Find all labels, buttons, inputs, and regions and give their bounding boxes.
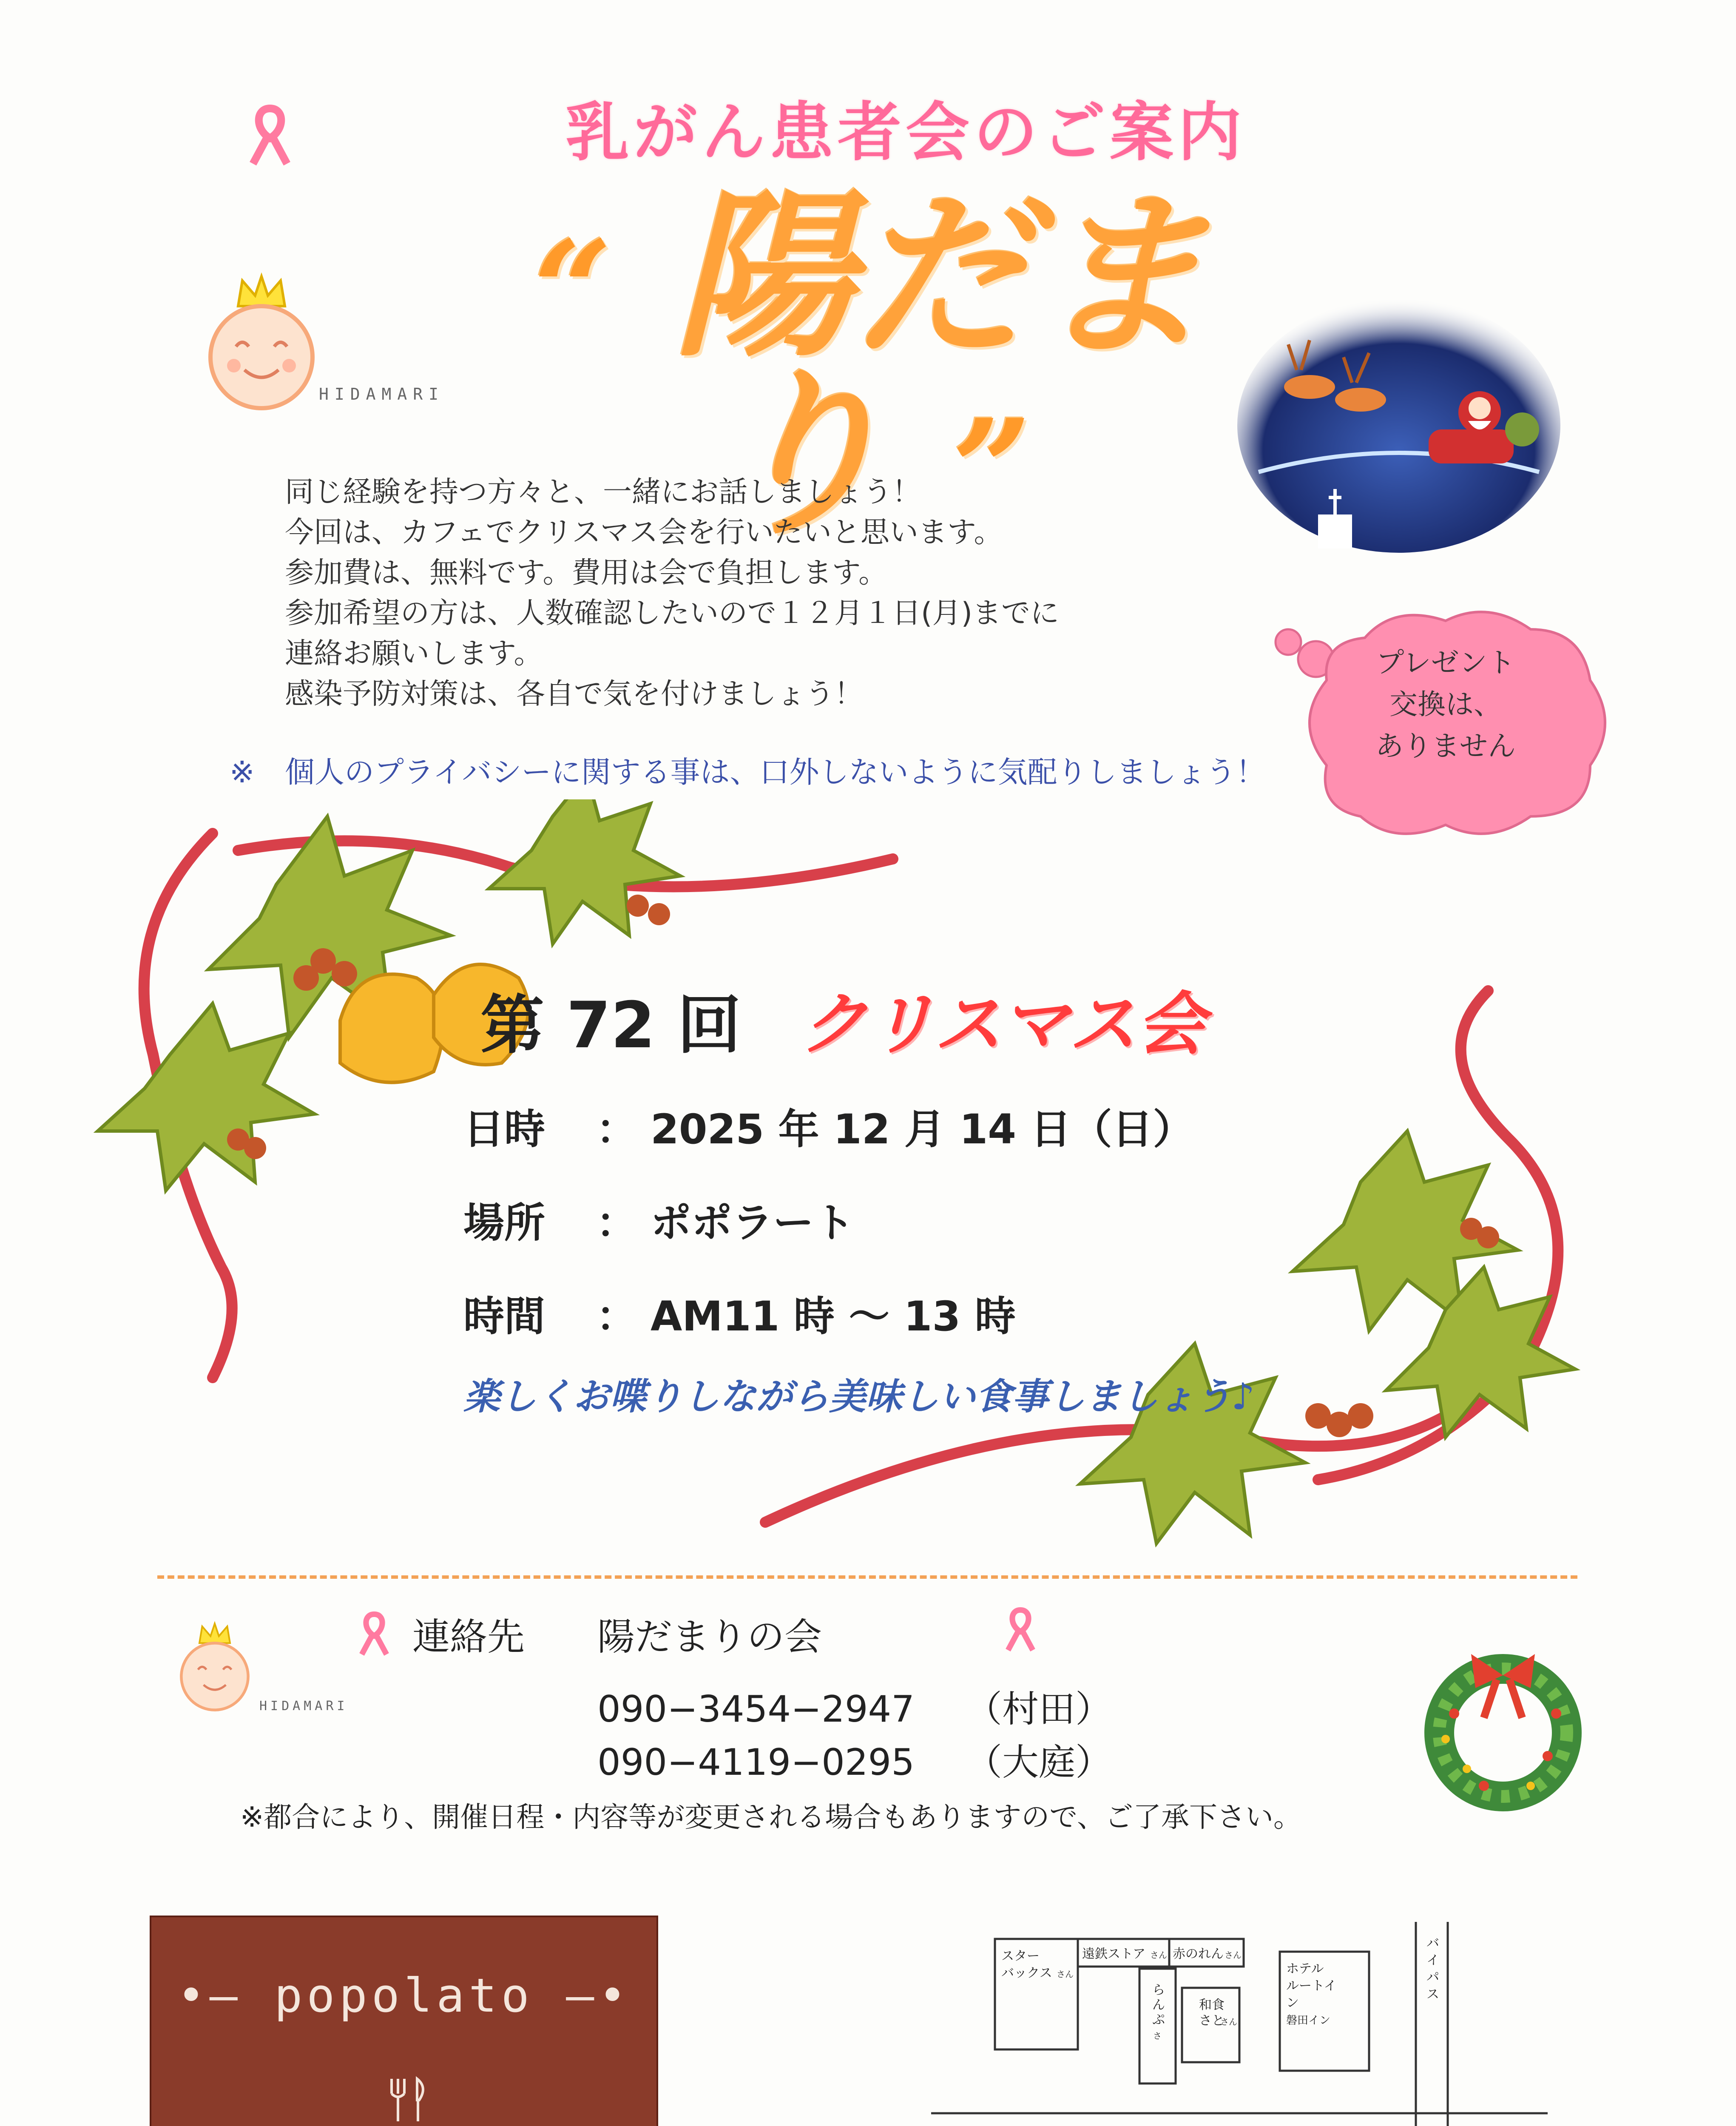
date-value: 2025 年 12 月 14 日（日）: [651, 1106, 1194, 1153]
map-label-hotel: ルートイ: [1286, 1978, 1337, 1993]
phone-contact-name: （村田）: [966, 1688, 1112, 1731]
phone-row: [597, 1733, 1112, 1785]
bubble-line: ありません: [1375, 730, 1516, 762]
map-label-washoku: さと: [1199, 2013, 1225, 2028]
privacy-note-text: 個人のプライバシーに関する事は、口外しないように気配りしましょう！: [285, 755, 1266, 790]
map-label-hotel: ホテル: [1286, 1961, 1324, 1976]
pink-ribbon-icon: [247, 100, 293, 168]
map-label-akanoren: さん: [1225, 1950, 1242, 1960]
map-label-akanoren: 赤のれん: [1173, 1947, 1224, 1961]
intro-line: 感染予防対策は、各自で気を付けましょう！: [285, 677, 864, 711]
header-subtitle: 乳がん患者会のご案内: [565, 95, 1246, 170]
map-label-hotel: ン: [1286, 1995, 1299, 2010]
main-title-text: 陽だまり: [674, 171, 1210, 560]
dashed-divider: [157, 1575, 1577, 1579]
holly-ribbon-frame: [85, 799, 1658, 1565]
map-label-bypass: パ: [1426, 1970, 1439, 1985]
fork-knife-icon: [381, 2075, 432, 2126]
shop-card: [150, 1916, 658, 2126]
phone-number: 090−4119−0295: [597, 1741, 915, 1784]
bubble-text: [1348, 642, 1543, 767]
intro-line: 今回は、カフェでクリスマス会を行いたいと思います。: [285, 516, 1003, 549]
shop-name: •— popolato —•: [177, 1968, 631, 2023]
close-quote: ”: [953, 390, 1031, 549]
intro-text: [285, 472, 1348, 714]
map-label-starbucks: スター: [1001, 1949, 1040, 1964]
privacy-note: [230, 748, 1378, 791]
phone-number: 090−3454−2947: [597, 1688, 915, 1731]
map-label-bypass: ス: [1426, 1987, 1439, 2002]
sun-face-logo-icon: [174, 1620, 255, 1714]
christmas-wreath-icon: [1420, 1646, 1586, 1811]
time-row: [463, 1284, 1016, 1342]
map-label-starbucks: さん: [1057, 1969, 1074, 1979]
open-quote: “: [533, 211, 612, 371]
intro-line: 同じ経験を持つ方々と、一緒にお話しましょう！: [285, 475, 921, 509]
map-label-entetsu: さん: [1150, 1950, 1167, 1960]
bubble-line: プレゼント: [1376, 646, 1515, 679]
map-label-bypass: イ: [1426, 1953, 1439, 1968]
place-row: [463, 1191, 855, 1249]
contact-group-name: 陽だまりの会: [597, 1615, 822, 1659]
intro-line: 参加費は、無料です。費用は会で負担します。: [285, 556, 888, 590]
time-value: AM11 時 ～ 13 時: [651, 1293, 1016, 1340]
logo-label: HIDAMARI: [319, 385, 445, 404]
map-label-starbucks: バックス: [1001, 1966, 1052, 1981]
intro-line: 連絡お願いします。: [285, 637, 543, 671]
phone-contact-name: （大庭）: [966, 1741, 1112, 1784]
place-label: 場所: [463, 1199, 545, 1247]
phone-row: [597, 1680, 1112, 1732]
map-label-ranpu: ぷ: [1152, 2012, 1165, 2027]
date-label: 日時: [463, 1106, 545, 1153]
date-row: [463, 1097, 1193, 1155]
map-label-ranpu: ん: [1152, 1998, 1165, 2012]
map-label-washoku: 和食: [1199, 1998, 1225, 2012]
map-label-ranpu: ら: [1152, 1983, 1165, 1998]
sun-face-logo-icon: [200, 272, 323, 412]
separator: ：: [596, 1106, 637, 1153]
pink-ribbon-icon: [1003, 1603, 1037, 1654]
separator: ：: [596, 1199, 637, 1247]
note-mark: ※: [230, 755, 255, 790]
pink-ribbon-icon: [357, 1607, 391, 1658]
place-value: ポポラート: [651, 1199, 855, 1247]
contact-label: 連絡先: [412, 1615, 525, 1659]
bubble-line: 交換は、: [1389, 688, 1502, 721]
map-label-hotel: 磐田イン: [1286, 2014, 1331, 2027]
access-map: [927, 1913, 1565, 2126]
separator: ：: [596, 1293, 637, 1340]
logo-label: HIDAMARI: [259, 1699, 348, 1714]
map-label-washoku: さん: [1220, 2017, 1237, 2027]
map-label-bypass: バ: [1426, 1936, 1439, 1951]
schedule-change-note: ※都合により、開催日程・内容等が変更される場合もありますので、ご了承下さい。: [240, 1801, 1301, 1833]
intro-line: 参加希望の方は、人数確認したいので１２月１日(月)までに: [285, 597, 1060, 630]
event-name: クリスマス会: [799, 984, 1205, 1064]
event-catchphrase: 楽しくお喋りしながら美味しい食事しましょう♪: [463, 1376, 1255, 1418]
event-number: 第 72 回: [480, 989, 742, 1063]
map-label-ranpu: さ: [1153, 2031, 1162, 2041]
map-label-entetsu: 遠鉄ストア: [1082, 1947, 1146, 1961]
time-label: 時間: [463, 1293, 545, 1340]
